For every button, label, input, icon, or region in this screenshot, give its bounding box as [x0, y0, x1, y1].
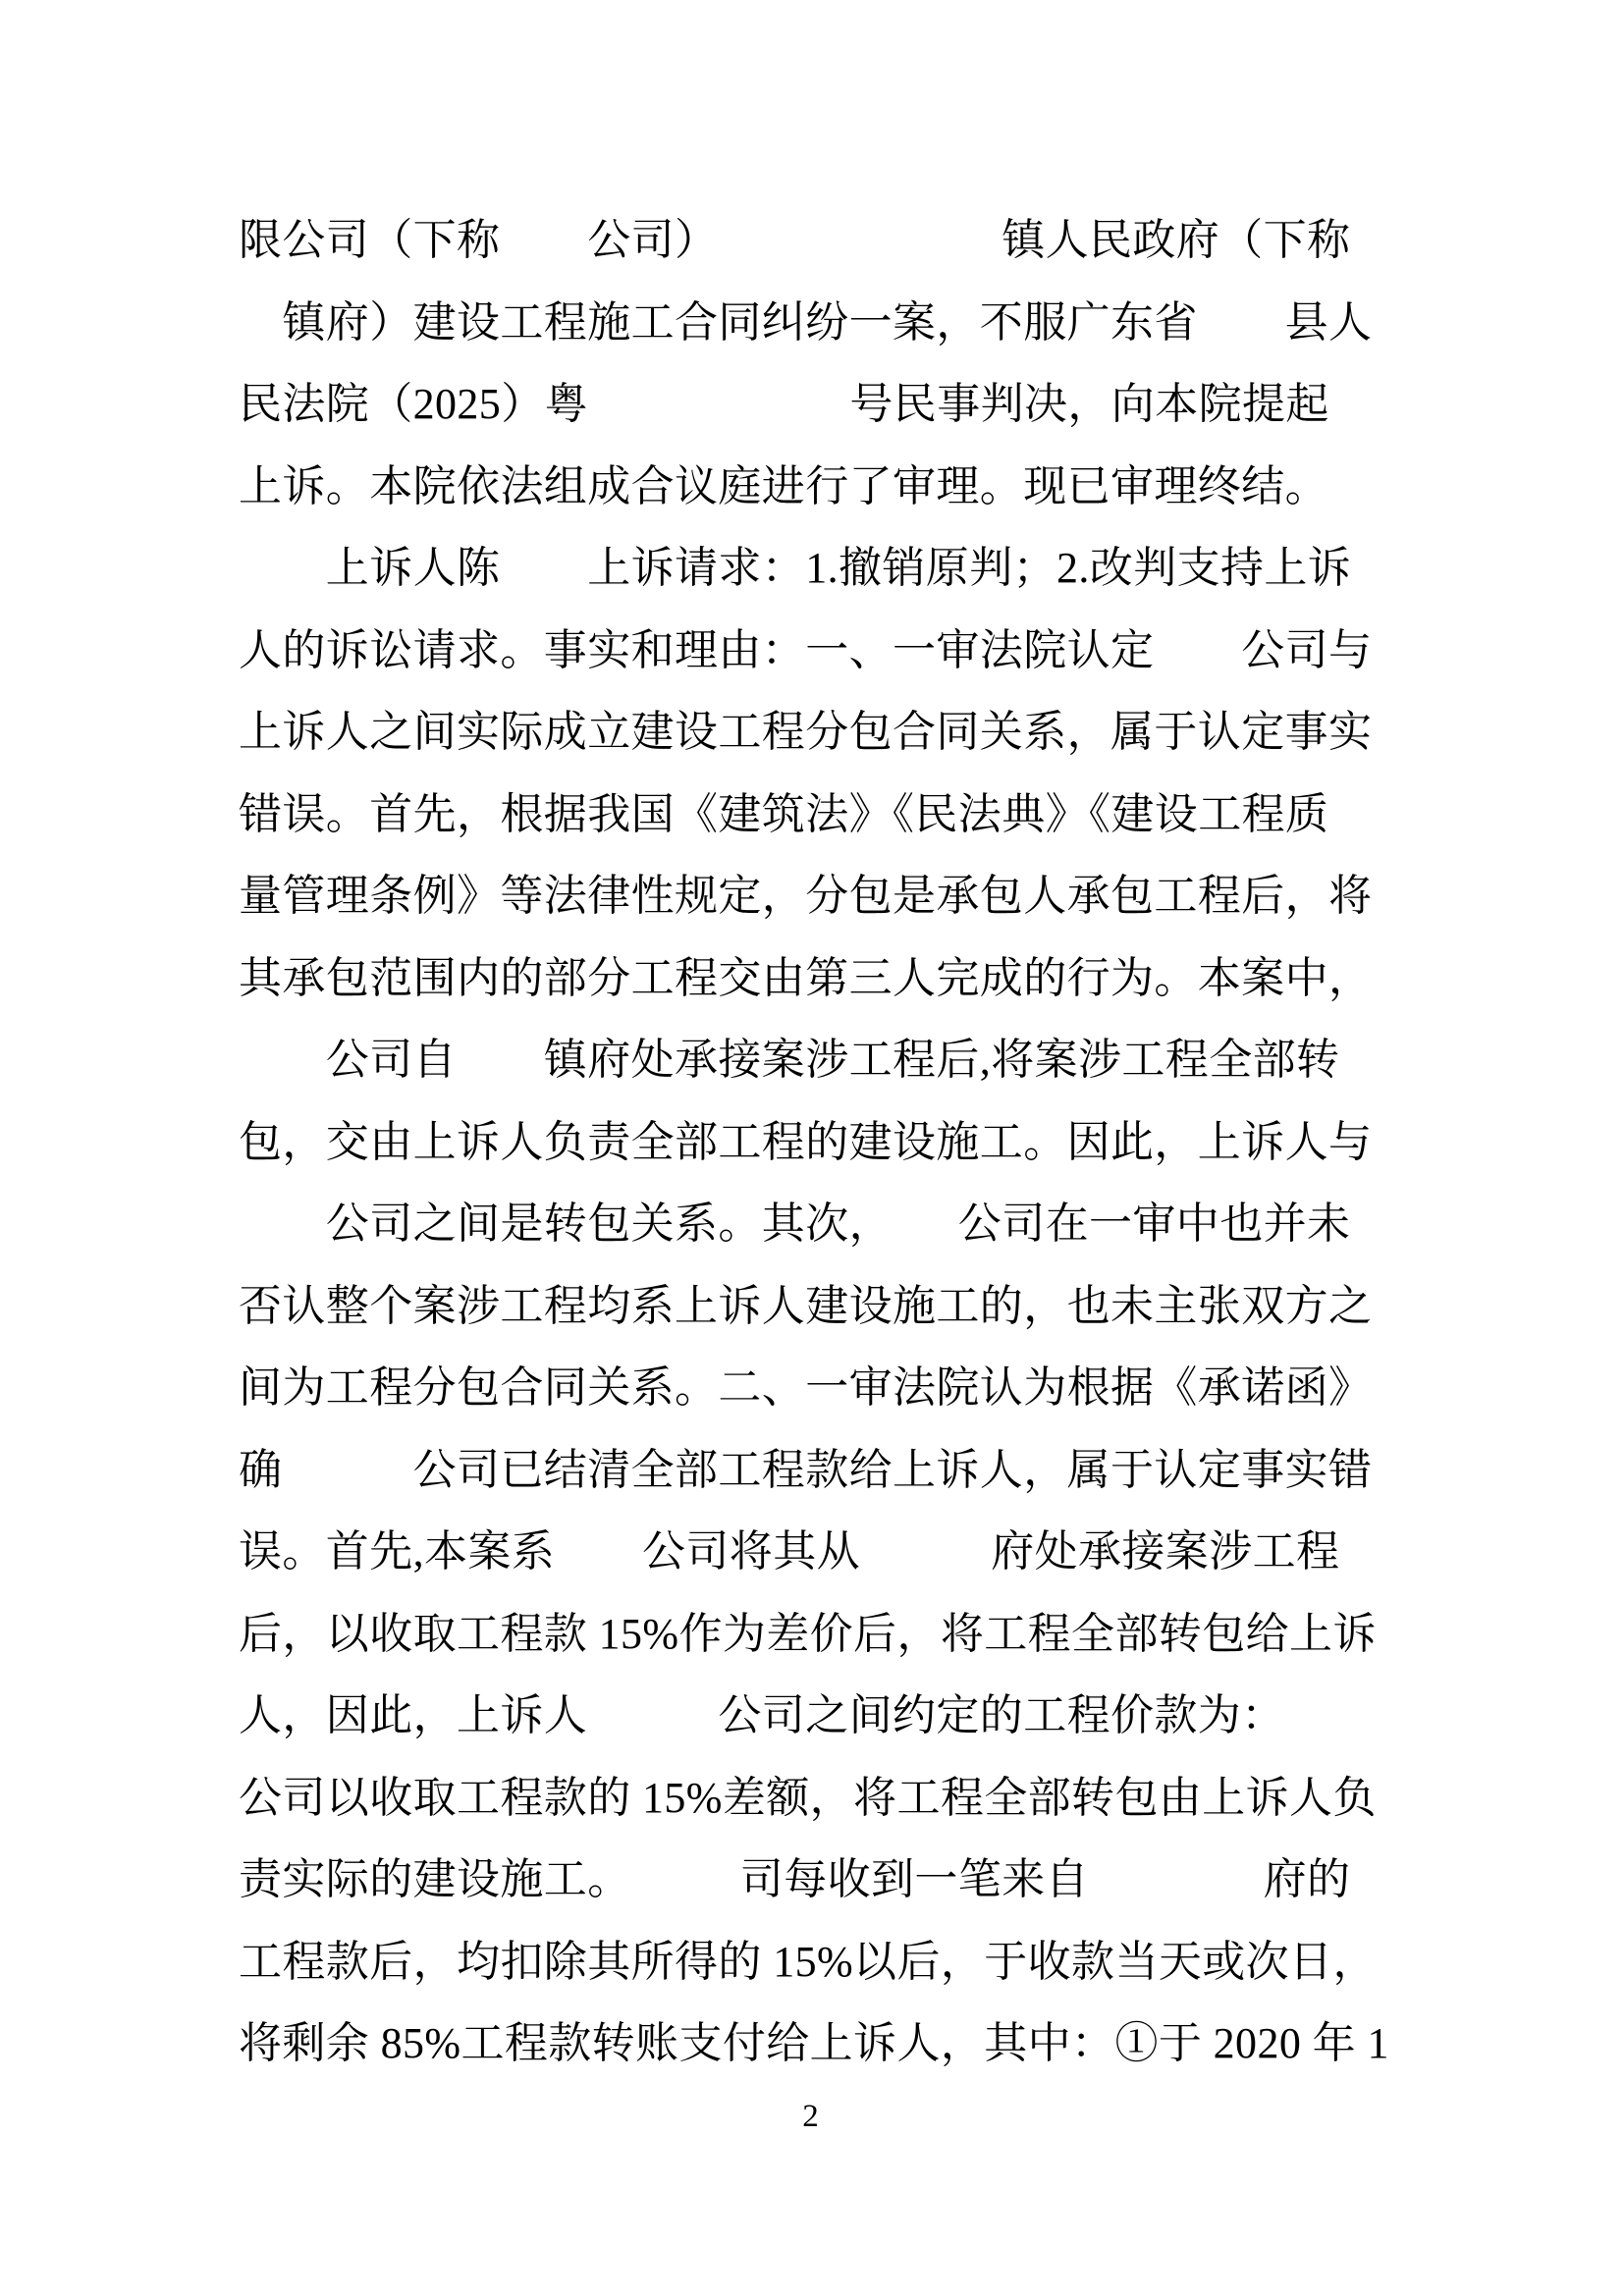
text-line: 误。首先,本案系 公司将其从 府处承接案涉工程 — [239, 1527, 1340, 1575]
text-line: 责实际的建设施工。 司每收到一笔来自 府的 — [239, 1855, 1351, 1903]
text-line: 间为工程分包合同关系。二、一审法院认为根据《承诺函》 — [239, 1363, 1373, 1412]
text-line: 公司之间是转包关系。其次， 公司在一审中也并未 — [239, 1200, 1351, 1248]
body-text — [239, 199, 1389, 2085]
text-line: 其承包范围内的部分工程交由第三人完成的行为。本案中， — [239, 953, 1373, 1002]
text-line: 公司自 镇府处承接案涉工程后,将案涉工程全部转 — [239, 1036, 1340, 1084]
text-line: 人的诉讼请求。事实和理由：一、一审法院认定 公司与 — [239, 625, 1373, 674]
text-line: 确 公司已结清全部工程款给上诉人，属于认定事实错 — [239, 1445, 1373, 1494]
text-line: 镇府）建设工程施工合同纠纷一案，不服广东省 县人 — [239, 297, 1373, 347]
text-line: 错误。首先，根据我国《建筑法》《民法典》《建设工程质 — [239, 789, 1329, 838]
text-line: 工程款后，均扣除其所得的 15%以后，于收款当天或次日， — [239, 1937, 1377, 1986]
text-line: 量管理条例》等法律性规定，分包是承包人承包工程后，将 — [239, 872, 1373, 920]
text-line: 包，交由上诉人负责全部工程的建设施工。因此，上诉人与 — [239, 1117, 1373, 1166]
text-line: 上诉人陈 上诉请求：1.撤销原判；2.改判支持上诉 — [239, 544, 1352, 592]
page-number: 2 — [802, 2099, 819, 2134]
text-line: 上诉。本院依法组成合议庭进行了审理。现已审理终结。 — [239, 461, 1328, 510]
text-line: 民法院（2025）粤 号民事判决，向本院提起 — [239, 380, 1329, 428]
text-line: 上诉人之间实际成立建设工程分包合同关系，属于认定事实 — [239, 708, 1373, 756]
text-line: 将剩余 85%工程款转账支付给上诉人，其中：①于 2020 年 1 — [239, 2019, 1389, 2067]
text-line: 限公司（下称 公司） 镇人民政府（下称 — [239, 216, 1351, 264]
text-line: 后，以收取工程款 15%作为差价后，将工程全部转包给上诉 — [239, 1609, 1377, 1658]
text-line: 否认整个案涉工程均系上诉人建设施工的，也未主张双方之 — [239, 1281, 1373, 1330]
text-line: 人，因此，上诉人 公司之间约定的工程价款为： — [239, 1691, 1285, 1739]
text-line: 公司以收取工程款的 15%差额，将工程全部转包由上诉人负 — [239, 1773, 1377, 1822]
